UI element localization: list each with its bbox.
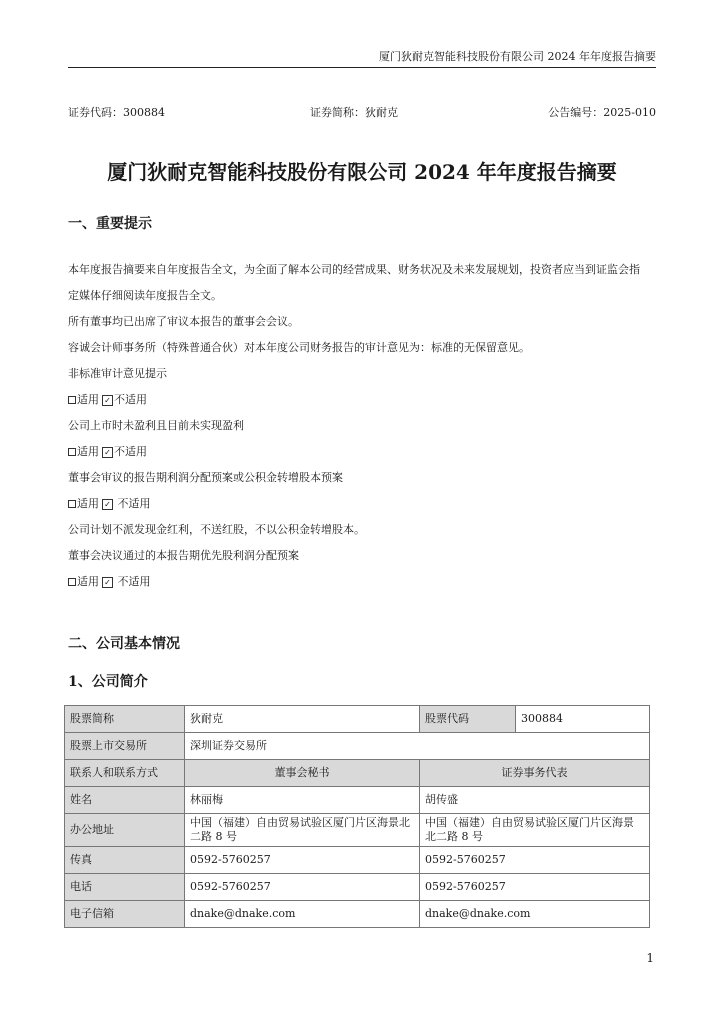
paragraph: 所有董事均已出席了审议本报告的董事会会议。 xyxy=(68,315,299,328)
table-cell: 0592-5760257 xyxy=(185,847,420,874)
applicable-label: 适用 xyxy=(77,445,99,458)
table-cell: 0592-5760257 xyxy=(420,874,650,901)
table-row xyxy=(65,901,650,928)
paragraph: 董事会审议的报告期利润分配预案或公积金转增股本预案 xyxy=(68,471,343,484)
unchecked-box-icon xyxy=(68,578,76,586)
table-cell: 胡传盛 xyxy=(420,787,650,814)
table-cell: 联系人和联系方式 xyxy=(65,760,185,787)
checked-box-icon: ✓ xyxy=(102,447,113,458)
table-row xyxy=(65,760,650,787)
table-row xyxy=(65,847,650,874)
table-cell: 深圳证券交易所 xyxy=(185,733,650,760)
applicable-label: 适用 xyxy=(77,393,99,406)
running-header: 厦门狄耐克智能科技股份有限公司 2024 年年度报告摘要 xyxy=(379,50,656,63)
stock-name: 证券简称：狄耐克 xyxy=(310,106,398,119)
checkbox-line xyxy=(68,387,652,413)
paragraph: 容诚会计师事务所（特殊普通合伙）对本年度公司财务报告的审计意见为：标准的无保留意见。 xyxy=(68,341,530,354)
table-cell: 300884 xyxy=(516,706,650,733)
table-cell: 0592-5760257 xyxy=(420,847,650,874)
subsection-heading-company-profile: 1、公司简介 xyxy=(68,674,148,690)
document-title: 厦门狄耐克智能科技股份有限公司 2024 年年度报告摘要 xyxy=(107,160,617,184)
table-cell: 电话 xyxy=(65,874,185,901)
table-row xyxy=(65,733,650,760)
checkbox-line xyxy=(68,569,652,595)
table-cell: 电子信箱 xyxy=(65,901,185,928)
table-cell: 林丽梅 xyxy=(185,787,420,814)
paragraph: 非标准审计意见提示 xyxy=(68,367,167,380)
checkbox-line xyxy=(68,439,652,465)
unchecked-box-icon xyxy=(68,500,76,508)
applicable-label: 适用 xyxy=(77,497,99,510)
checked-box-icon: ✓ xyxy=(102,577,113,588)
notes-body xyxy=(68,257,652,595)
page-number: 1 xyxy=(646,951,654,965)
table-cell: 中国（福建）自由贸易试验区厦门片区海景北二路 8 号 xyxy=(420,814,650,847)
table-cell: 0592-5760257 xyxy=(185,874,420,901)
header-divider xyxy=(68,67,656,68)
unchecked-box-icon xyxy=(68,448,76,456)
table-cell: 办公地址 xyxy=(65,814,185,847)
table-cell: 股票简称 xyxy=(65,706,185,733)
stock-code: 证券代码：300884 xyxy=(68,106,165,119)
applicable-label: 适用 xyxy=(77,575,99,588)
table-row xyxy=(65,706,650,733)
announcement-number: 公告编号：2025-010 xyxy=(548,106,656,119)
checked-box-icon: ✓ xyxy=(102,395,113,406)
paragraph: 董事会决议通过的本报告期优先股利润分配预案 xyxy=(68,549,299,562)
not-applicable-label: 不适用 xyxy=(114,445,147,458)
table-cell: 股票代码 xyxy=(420,706,516,733)
table-cell: 姓名 xyxy=(65,787,185,814)
paragraph: 定媒体仔细阅读年度报告全文。 xyxy=(68,289,222,302)
table-cell: 股票上市交易所 xyxy=(65,733,185,760)
company-profile-table xyxy=(64,705,650,928)
table-row xyxy=(65,787,650,814)
paragraph: 本年度报告摘要来自年度报告全文，为全面了解本公司的经营成果、财务状况及未来发展规划，投资者应当到证监会指 xyxy=(68,263,640,276)
table-cell: 董事会秘书 xyxy=(185,760,420,787)
paragraph: 公司计划不派发现金红利，不送红股，不以公积金转增股本。 xyxy=(68,523,365,536)
not-applicable-label: 不适用 xyxy=(114,393,147,406)
table-cell: dnake@dnake.com xyxy=(185,901,420,928)
section-heading-important-notes: 一、重要提示 xyxy=(68,216,152,232)
table-row xyxy=(65,874,650,901)
section-heading-company-info: 二、公司基本情况 xyxy=(68,636,180,652)
checked-box-icon: ✓ xyxy=(102,499,113,510)
table-cell: 传真 xyxy=(65,847,185,874)
checkbox-line xyxy=(68,491,652,517)
unchecked-box-icon xyxy=(68,396,76,404)
not-applicable-label: 不适用 xyxy=(114,497,151,510)
table-cell: 狄耐克 xyxy=(185,706,420,733)
table-cell: dnake@dnake.com xyxy=(420,901,650,928)
table-cell: 证券事务代表 xyxy=(420,760,650,787)
table-cell: 中国（福建）自由贸易试验区厦门片区海景北二路 8 号 xyxy=(185,814,420,847)
table-row xyxy=(65,814,650,847)
paragraph: 公司上市时未盈利且目前未实现盈利 xyxy=(68,419,244,432)
not-applicable-label: 不适用 xyxy=(114,575,151,588)
